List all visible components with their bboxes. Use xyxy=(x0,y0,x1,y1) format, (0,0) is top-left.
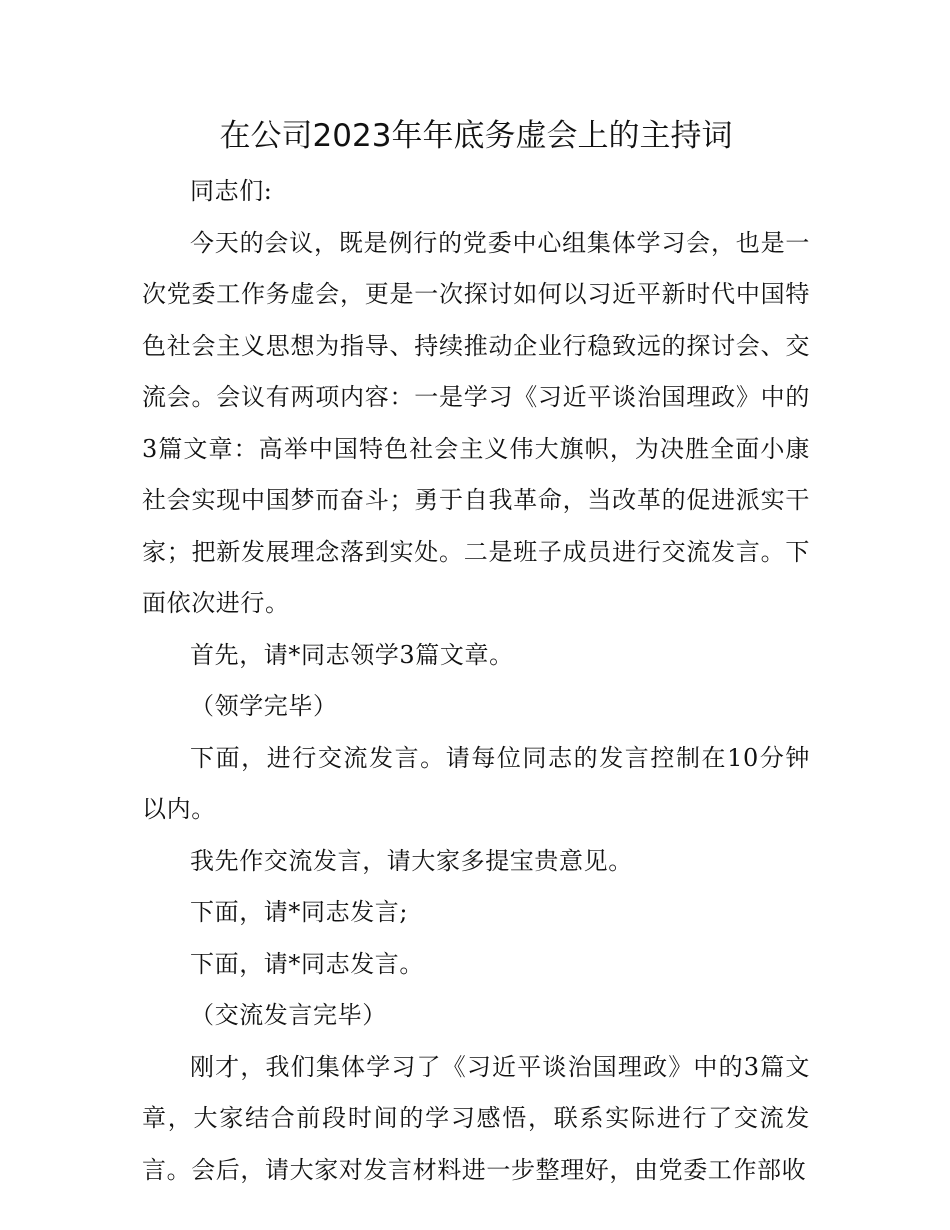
paragraph-exchange-finished: （交流发言完毕） xyxy=(190,1001,387,1029)
paragraph-host-speech: 我先作交流发言，请大家多提宝贵意见。 xyxy=(190,846,633,875)
paragraph-next-speaker-1: 下面，请*同志发言; xyxy=(190,898,409,926)
paragraph-exchange-rules: 下面，进行交流发言。请每位同志的发言控制在10分钟以内。 xyxy=(142,743,810,823)
document-title: 在公司2023年年底务虚会上的主持词 xyxy=(219,118,733,154)
paragraph-summary: 刚才，我们集体学习了《习近平谈治国理政》中的3篇文章，大家结合前段时间的学习感悟，联系实际进行了交流发言。会后，请大家对发言材料进一步整理好，由党委工作部收 xyxy=(142,1052,810,1184)
document-body xyxy=(142,166,810,1196)
paragraph-study-finished: （领学完毕） xyxy=(190,692,338,720)
paragraph-salutation: 同志们: xyxy=(190,177,273,205)
paragraph-intro: 今天的会议，既是例行的党委中心组集体学习会，也是一次党委工作务虚会，更是一次探讨如何以习近平新时代中国特色社会主义思想为指导、持续推动企业行稳致远的探讨会、交流会。会议有两项内容：一是学习《习近平谈治国理政》中的3篇文章：高举中国特色社会主义伟大旗帜，为决胜全面小康社会实现中国梦而奋斗；勇于自我革命，当改革的促进派实干家；把新发展理念落到实处。二是班子成员进行交流发言。下面依次进行。 xyxy=(142,228,810,617)
paragraph-first-item: 首先，请*同志领学3篇文章。 xyxy=(190,640,514,669)
paragraph-next-speaker-2: 下面，请*同志发言。 xyxy=(190,949,424,978)
